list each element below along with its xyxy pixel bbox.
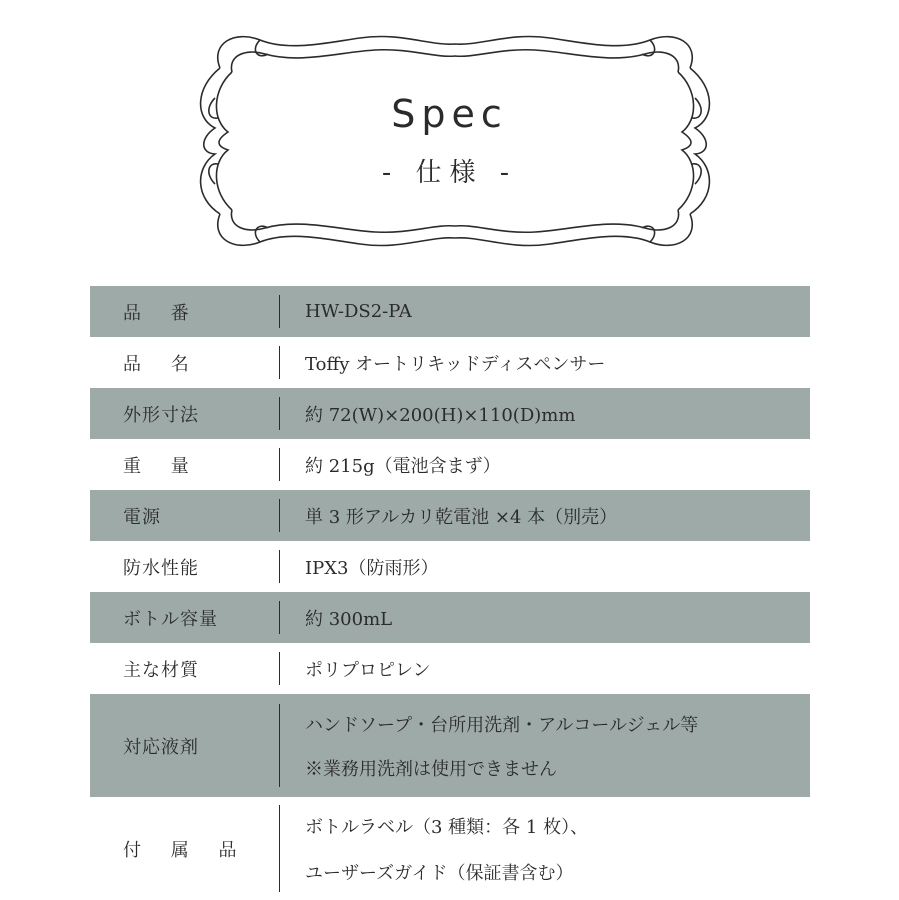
spec-label: 品 名 <box>123 353 201 375</box>
row-divider <box>279 652 280 685</box>
page-subtitle: - 仕様 - <box>381 158 518 188</box>
spec-value: 単 3 形アルカリ乾電池 ×4 本（別売） <box>305 506 618 528</box>
spec-value: ポリプロピレン <box>305 659 431 681</box>
spec-row-weight <box>90 439 810 490</box>
spec-value: ボトルラベル（3 種類：各 1 枚）、 ユーザーズガイド（保証書含む） <box>305 816 589 884</box>
spec-value: 約 72(W)×200(H)×110(D)mm <box>305 404 576 426</box>
row-divider <box>279 346 280 379</box>
spec-label: 防水性能 <box>123 557 199 579</box>
spec-label: ボトル容量 <box>123 608 218 630</box>
spec-label: 付 属 品 <box>123 839 249 861</box>
spec-row-dimensions <box>90 388 810 439</box>
spec-row-power <box>90 490 810 541</box>
spec-value: 約 215g（電池含まず） <box>305 455 501 477</box>
spec-label: 外形寸法 <box>123 404 199 426</box>
spec-row-bottle-capacity <box>90 592 810 643</box>
row-divider <box>279 704 280 787</box>
row-divider <box>279 805 280 892</box>
spec-row-product-name <box>90 337 810 388</box>
spec-row-product-number <box>90 286 810 337</box>
spec-value: IPX3（防雨形） <box>305 557 439 579</box>
spec-value: 約 300mL <box>305 608 393 630</box>
spec-row-compatible-liquids <box>90 694 810 797</box>
spec-value: Toffy オートリキッドディスペンサー <box>305 353 606 375</box>
row-divider <box>279 601 280 634</box>
spec-label: 重 量 <box>123 455 201 477</box>
row-divider <box>279 397 280 430</box>
spec-table <box>90 286 810 900</box>
spec-label: 品 番 <box>123 302 201 324</box>
spec-value: HW-DS2-PA <box>305 301 412 322</box>
spec-label: 対応液剤 <box>123 736 199 758</box>
row-divider <box>279 448 280 481</box>
spec-row-material <box>90 643 810 694</box>
row-divider <box>279 550 280 583</box>
spec-row-waterproof <box>90 541 810 592</box>
spec-label: 電源 <box>123 506 161 528</box>
spec-label: 主な材質 <box>123 659 199 681</box>
row-divider <box>279 499 280 532</box>
spec-value: ハンドソープ・台所用洗剤・アルコールジェル等 ※業務用洗剤は使用できません <box>305 714 699 780</box>
page-title: Spec <box>391 92 508 136</box>
row-divider <box>279 295 280 328</box>
ornamental-frame <box>190 28 720 254</box>
spec-row-accessories <box>90 797 810 900</box>
